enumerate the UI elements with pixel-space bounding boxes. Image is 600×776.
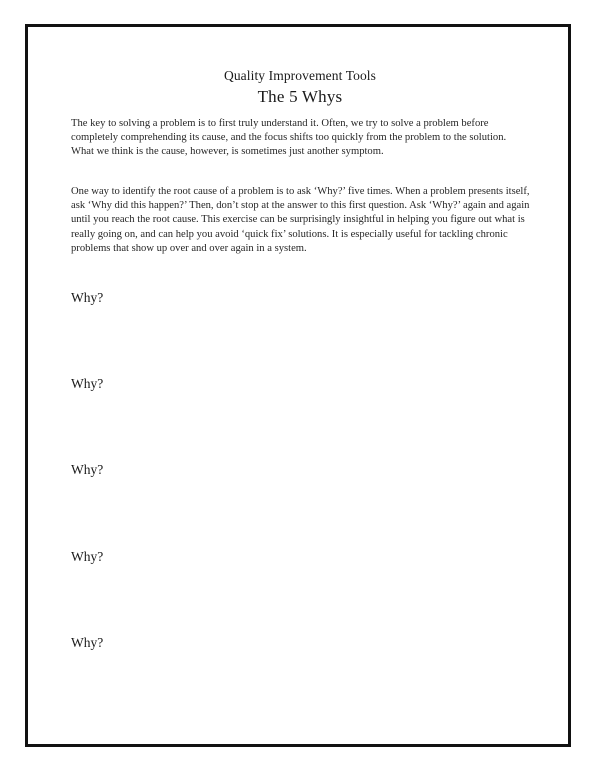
method-paragraph: One way to identify the root cause of a problem is to ask ‘Why?’ five times. When a problem presents itself, ask ‘Why did this happen?’ Then, don’t stop at the answer to this first question. Ask ‘Why?’ again and again until you reach the root cause. This exercise can be surprisingly insightful in helping you figure out what is really going on, and can help you avoid ‘quick fix’ solutions. It is especially useful for tackling chronic problems that show up over and over again in a system.	[71, 186, 530, 254]
intro-paragraph: The key to solving a problem is to first truly understand it. Often, we try to solve a problem before completely comprehending its cause, and the focus shifts too quickly from the problem to the solution. What we think is the cause, however, is sometimes just another symptom.	[71, 118, 507, 158]
why-prompt-1: Why?	[71, 290, 104, 305]
document-title: The 5 Whys	[257, 87, 343, 106]
why-prompt-5: Why?	[71, 635, 104, 650]
document-subtitle: Quality Improvement Tools	[223, 68, 377, 83]
why-prompt-4: Why?	[71, 549, 104, 564]
why-prompt-2: Why?	[71, 376, 104, 391]
why-prompt-3: Why?	[71, 462, 104, 477]
